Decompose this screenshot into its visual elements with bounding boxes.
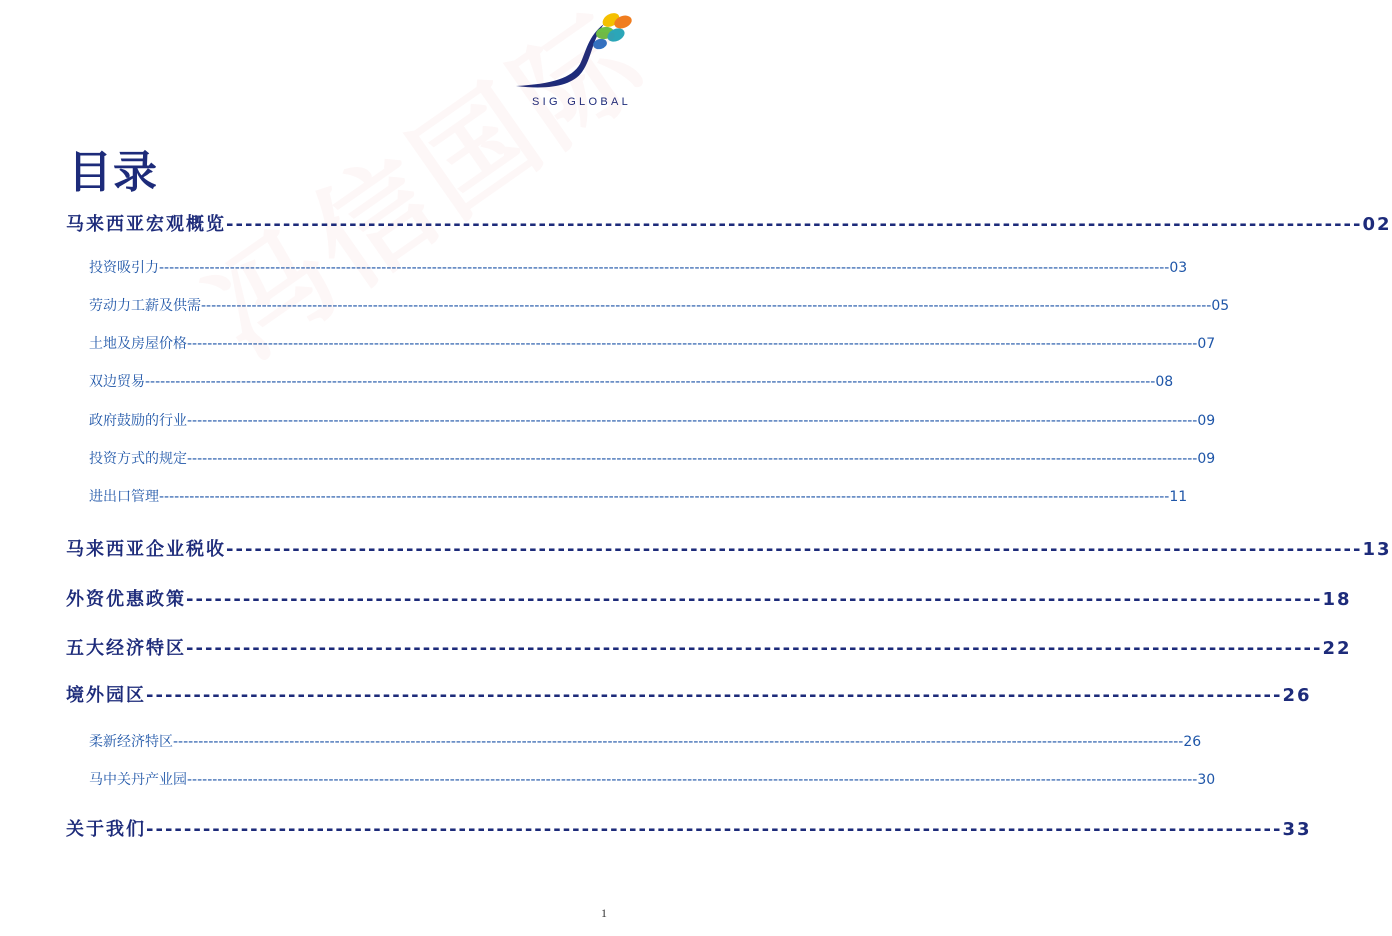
toc-entry[interactable]: [89, 257, 1188, 277]
toc-entry[interactable]: [89, 769, 1216, 789]
toc-leader: --------------------------------------------------------------------------------------------------------------------------------------------------------------------------------------------------------: [187, 336, 1198, 352]
toc-leader: ------------------------------------------------------------------------------------------------------------------------: [226, 539, 1363, 560]
toc-entry[interactable]: [89, 731, 1202, 751]
toc-page: 03: [1169, 260, 1188, 276]
toc-leader: --------------------------------------------------------------------------------------------------------------------------------------------------------------------------------------------------------: [145, 374, 1156, 390]
toc-label: 劳动力工薪及供需: [89, 298, 201, 314]
toc-leader: --------------------------------------------------------------------------------------------------------------------------------------------------------------------------------------------------------: [201, 298, 1212, 314]
toc-label: 投资方式的规定: [89, 451, 187, 467]
toc-page: 33: [1282, 819, 1312, 840]
toc-label: 马来西亚企业税收: [66, 539, 226, 560]
toc-entry[interactable]: [89, 448, 1216, 468]
toc-page: 08: [1155, 374, 1174, 390]
toc-label: 外资优惠政策: [66, 589, 186, 610]
toc-entry[interactable]: [66, 210, 1392, 236]
toc-page: 13: [1362, 539, 1392, 560]
toc-page: 22: [1322, 638, 1352, 659]
toc-page: 11: [1169, 489, 1188, 505]
toc-leader: ------------------------------------------------------------------------------------------------------------------------: [186, 589, 1323, 610]
toc-leader: --------------------------------------------------------------------------------------------------------------------------------------------------------------------------------------------------------: [187, 772, 1198, 788]
page-title: 目录: [68, 147, 158, 198]
toc-entry[interactable]: [66, 634, 1352, 660]
toc-entry[interactable]: [66, 815, 1312, 841]
toc-entry[interactable]: [89, 486, 1188, 506]
toc-page: 07: [1197, 336, 1216, 352]
toc-label: 土地及房屋价格: [89, 336, 187, 352]
toc-entry[interactable]: [66, 585, 1352, 611]
toc-page: 30: [1197, 772, 1216, 788]
toc-page: 05: [1211, 298, 1230, 314]
toc-page: 26: [1183, 734, 1202, 750]
toc-leader: --------------------------------------------------------------------------------------------------------------------------------------------------------------------------------------------------------: [159, 260, 1170, 276]
toc-label: 进出口管理: [89, 489, 159, 505]
toc-label: 投资吸引力: [89, 260, 159, 276]
toc-page: 26: [1282, 685, 1312, 706]
toc-leader: ------------------------------------------------------------------------------------------------------------------------: [146, 819, 1283, 840]
toc-label: 马中关丹产业园: [89, 772, 187, 788]
toc-entry[interactable]: [66, 681, 1312, 707]
toc-label: 双边贸易: [89, 374, 145, 390]
toc-leader: ------------------------------------------------------------------------------------------------------------------------: [186, 638, 1323, 659]
toc-page: 09: [1197, 413, 1216, 429]
page-number: 1: [601, 906, 607, 920]
toc-leader: ------------------------------------------------------------------------------------------------------------------------: [146, 685, 1283, 706]
toc-label: 关于我们: [66, 819, 146, 840]
toc-page: 09: [1197, 451, 1216, 467]
toc-leader: --------------------------------------------------------------------------------------------------------------------------------------------------------------------------------------------------------: [187, 451, 1198, 467]
toc-entry[interactable]: [66, 535, 1392, 561]
toc-leader: ------------------------------------------------------------------------------------------------------------------------: [226, 214, 1363, 235]
toc-leader: --------------------------------------------------------------------------------------------------------------------------------------------------------------------------------------------------------: [159, 489, 1170, 505]
toc-entry[interactable]: [89, 410, 1216, 430]
toc-label: 境外园区: [66, 685, 146, 706]
toc-label: 五大经济特区: [66, 638, 186, 659]
toc-label: 政府鼓励的行业: [89, 413, 187, 429]
toc-label: 马来西亚宏观概览: [66, 214, 226, 235]
logo-text: SIG GLOBAL: [532, 96, 632, 108]
toc-page: 18: [1322, 589, 1352, 610]
toc-entry[interactable]: [89, 333, 1216, 353]
toc-entry[interactable]: [89, 371, 1174, 391]
toc-page: 02: [1362, 214, 1392, 235]
toc-leader: --------------------------------------------------------------------------------------------------------------------------------------------------------------------------------------------------------: [187, 413, 1198, 429]
toc-leader: --------------------------------------------------------------------------------------------------------------------------------------------------------------------------------------------------------: [173, 734, 1184, 750]
toc-label: 柔新经济特区: [89, 734, 173, 750]
toc-entry[interactable]: [89, 295, 1230, 315]
